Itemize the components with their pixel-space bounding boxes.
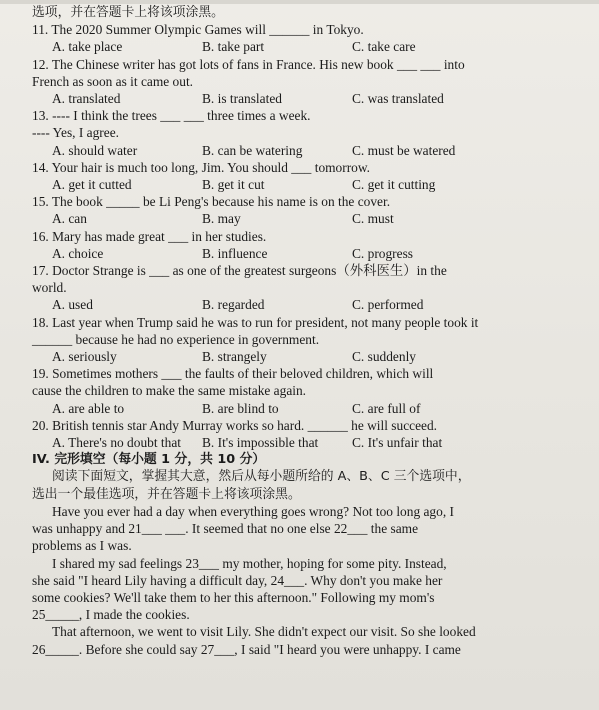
question-stem: 12. The Chinese writer has got lots of fans in France. His new book ___ ___ into bbox=[32, 56, 465, 72]
question-stem: 19. Sometimes mothers ___ the faults of their beloved children, which will bbox=[32, 366, 434, 382]
option-b: B. are blind to bbox=[202, 400, 279, 416]
option-b: B. take part bbox=[202, 39, 265, 55]
question-options bbox=[32, 348, 581, 365]
question-item bbox=[32, 107, 581, 159]
question-stem: 16. Mary has made great ___ in her studies. bbox=[32, 228, 267, 244]
question-options bbox=[32, 210, 581, 227]
question-stem: 14. Your hair is much too long, Jim. You should ___ tomorrow. bbox=[32, 159, 371, 175]
passage-line: 25_____, I made the cookies. bbox=[32, 607, 190, 623]
question-stem: 17. Doctor Strange is ___ as one of the greatest surgeons（外科医生）in the bbox=[32, 263, 447, 279]
instruction-line-2: 选出一个最佳选项，并在答题卡上将该项涂黑。 bbox=[32, 486, 301, 502]
multiple-choice-questions bbox=[32, 21, 581, 451]
option-b: B. influence bbox=[202, 245, 268, 261]
option-c: C. get it cutting bbox=[352, 177, 436, 193]
option-b: B. is translated bbox=[202, 91, 282, 107]
option-a: A. get it cutted bbox=[52, 177, 132, 193]
question-item bbox=[32, 262, 581, 314]
question-options bbox=[32, 400, 581, 417]
passage-line: That afternoon, we went to visit Lily. She didn't expect our visit. So she looked bbox=[52, 624, 476, 640]
question-item bbox=[32, 56, 581, 108]
question-item bbox=[32, 159, 581, 193]
instruction-line-1: 阅读下面短文，掌握其大意，然后从每小题所给的 A、B、C 三个选项中， bbox=[52, 469, 471, 485]
question-item bbox=[32, 417, 581, 451]
question-stem: world. bbox=[32, 280, 67, 296]
question-options bbox=[32, 142, 581, 159]
option-c: C. must bbox=[352, 211, 394, 227]
option-a: A. choice bbox=[52, 245, 104, 261]
cloze-passage bbox=[32, 503, 581, 658]
question-stem: French as soon as it came out. bbox=[32, 73, 194, 89]
option-a: A. translated bbox=[52, 91, 121, 107]
option-a: A. seriously bbox=[52, 349, 117, 365]
option-a: A. can bbox=[52, 211, 87, 227]
question-options bbox=[32, 245, 581, 262]
question-item bbox=[32, 228, 581, 262]
page-edge bbox=[0, 0, 599, 4]
question-item bbox=[32, 314, 581, 366]
option-b: B. may bbox=[202, 211, 241, 227]
question-stem: ______ because he had no experience in government. bbox=[32, 331, 320, 347]
question-options bbox=[32, 434, 581, 451]
option-b: B. strangely bbox=[202, 349, 267, 365]
question-options bbox=[32, 38, 581, 55]
option-c: C. are full of bbox=[352, 400, 421, 416]
option-a: A. There's no doubt that bbox=[52, 435, 181, 451]
option-a: A. should water bbox=[52, 142, 138, 158]
option-c: C. It's unfair that bbox=[352, 435, 443, 451]
header-instruction: 选项，并在答题卡上将该项涂黑。 bbox=[32, 5, 224, 20]
passage-line: 26_____. Before she could say 27___, I said "I heard you were unhappy. I came bbox=[32, 641, 461, 657]
passage-line: some cookies? We'll take them to her this afternoon." Following my mom's bbox=[32, 589, 435, 605]
option-b: B. get it cut bbox=[202, 177, 265, 193]
passage-line: Have you ever had a day when everything goes wrong? Not too long ago, I bbox=[52, 503, 454, 519]
option-a: A. used bbox=[52, 297, 93, 313]
passage-line: she said "I heard Lily having a difficult day, 24___. Why don't you make her bbox=[32, 572, 443, 588]
question-item bbox=[32, 365, 581, 417]
option-a: A. take place bbox=[52, 39, 123, 55]
question-stem: 11. The 2020 Summer Olympic Games will ______ in Tokyo. bbox=[32, 22, 364, 38]
option-c: C. performed bbox=[352, 297, 424, 313]
option-c: C. take care bbox=[352, 39, 416, 55]
question-stem: 18. Last year when Trump said he was to run for president, not many people took it bbox=[32, 314, 479, 330]
section-title: IV. 完形填空（每小题 1 分，共 10 分） bbox=[32, 452, 266, 468]
question-item bbox=[32, 21, 581, 55]
question-options bbox=[32, 176, 581, 193]
option-c: C. suddenly bbox=[352, 349, 416, 365]
option-c: C. progress bbox=[352, 245, 413, 261]
option-c: C. must be watered bbox=[352, 142, 456, 158]
question-item bbox=[32, 193, 581, 227]
question-stem: 13. ---- I think the trees ___ ___ three times a week. bbox=[32, 108, 311, 124]
passage-line: was unhappy and 21___ ___. It seemed that no one else 22___ the same bbox=[32, 521, 419, 537]
option-b: B. It's impossible that bbox=[202, 435, 319, 451]
option-a: A. are able to bbox=[52, 400, 125, 416]
question-stem: ---- Yes, I agree. bbox=[32, 125, 120, 141]
question-options bbox=[32, 90, 581, 107]
option-b: B. regarded bbox=[202, 297, 265, 313]
question-stem: cause the children to make the same mistake again. bbox=[32, 383, 307, 399]
question-stem: 20. British tennis star Andy Murray works so hard. ______ he will succeed. bbox=[32, 417, 438, 433]
option-c: C. was translated bbox=[352, 91, 444, 107]
passage-line: I shared my sad feelings 23___ my mother, hoping for some pity. Instead, bbox=[52, 555, 447, 571]
passage-line: problems as I was. bbox=[32, 538, 132, 554]
question-stem: 15. The book _____ be Li Peng's because his name is on the cover. bbox=[32, 194, 391, 210]
question-options bbox=[32, 296, 581, 313]
option-b: B. can be watering bbox=[202, 142, 303, 158]
